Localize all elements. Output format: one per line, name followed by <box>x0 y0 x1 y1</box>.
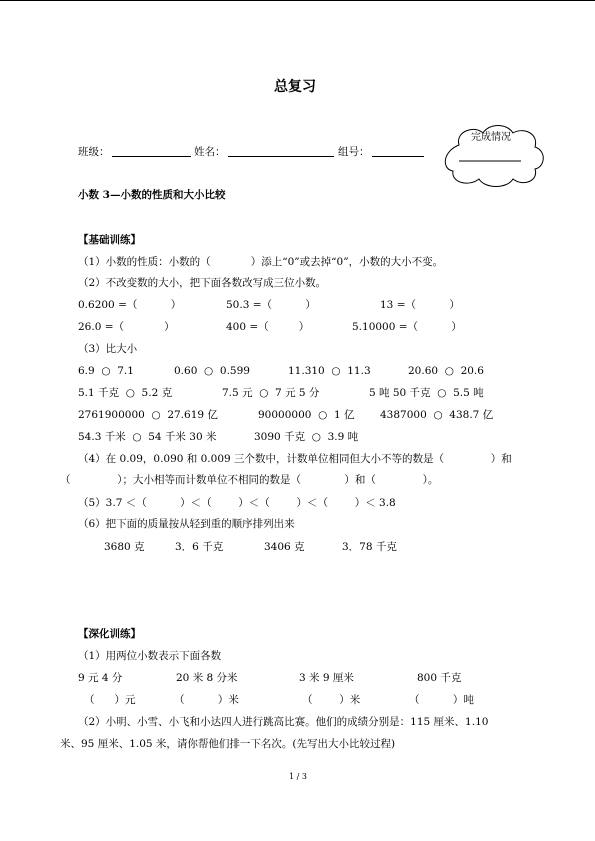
basic-q5: （5）3.7 ＜（ ）＜（ ）＜（ ）＜（ ）＜ 3.8 <box>78 497 396 509</box>
group-field[interactable] <box>372 145 424 161</box>
basic-q1: （1）小数的性质：小数的（ ）添上“0”或去掉“0”，小数的大小不变。 <box>78 256 444 268</box>
class-field[interactable] <box>112 145 191 161</box>
compare-item: 5.1 千克 ○ 5.2 克 <box>78 387 173 399</box>
conversion-item: 9 元 4 分 <box>78 672 123 684</box>
advanced-heading: 【深化训练】 <box>78 628 141 640</box>
basic-q6: （6）把下面的质量按从轻到重的顺序排列出来 <box>78 518 295 530</box>
mass-item: 3．6 千克 <box>175 541 224 553</box>
compare-item: 90000000 ○ 1 亿 <box>258 409 355 421</box>
basic-q3: （3）比大小 <box>78 343 138 355</box>
q2-item: 5.10000 =（ ） <box>352 321 462 333</box>
conversion-answer: （ ）元 <box>84 694 136 706</box>
basic-q4-line2: （ ）；大小相等而计数单位不相同的数是（ ）和（ ）。 <box>60 474 439 486</box>
advanced-q2-line2: 米、95 厘米、1.05 米，请你帮他们排一下名次。(先写出大小比较过程) <box>60 738 396 750</box>
mass-item: 3406 克 <box>264 541 305 553</box>
page-number: 1 / 3 <box>289 772 307 781</box>
page-top-rule <box>0 0 595 1</box>
q2-item: 50.3 =（ ） <box>226 299 316 311</box>
name-field[interactable] <box>228 145 334 161</box>
conversion-answer: （ ）米 <box>302 694 361 706</box>
advanced-q2-line1: （2）小明、小雪、小飞和小达四人进行跳高比赛。他们的成绩分别是：115 厘米、1.10 <box>78 716 489 728</box>
advanced-q1: （1）用两位小数表示下面各数 <box>78 650 222 662</box>
q2-item: 13 =（ ） <box>380 299 460 311</box>
group-label: 组号： <box>338 146 370 158</box>
conversion-answer: （ ）米 <box>174 694 239 706</box>
conversion-item: 800 千克 <box>417 672 462 684</box>
compare-item: 0.60 ○ 0.599 <box>174 365 250 377</box>
completion-badge-label: 完成情况 <box>471 132 511 143</box>
compare-item: 4387000 ○ 438.7 亿 <box>380 409 494 421</box>
class-label: 班级： <box>78 146 110 158</box>
q2-item: 26.0 =（ ） <box>78 321 175 333</box>
compare-item: 11.310 ○ 11.3 <box>288 365 371 377</box>
q2-item: 400 =（ ） <box>226 321 310 333</box>
mass-item: 3．78 千克 <box>342 541 397 553</box>
conversion-item: 20 米 8 分米 <box>176 672 238 684</box>
mass-item: 3680 克 <box>104 541 145 553</box>
compare-item: 54.3 千米 ○ 54 千米 30 米 <box>78 431 217 443</box>
compare-item: 7.5 元 ○ 7 元 5 分 <box>222 387 320 399</box>
compare-item: 2761900000 ○ 27.619 亿 <box>78 409 218 421</box>
section-title: 小数 3—小数的性质和大小比较 <box>78 189 226 201</box>
compare-item: 3090 千克 ○ 3.9 吨 <box>254 431 359 443</box>
name-label: 姓名： <box>194 146 226 158</box>
basic-heading: 【基础训练】 <box>78 234 141 246</box>
compare-item: 20.60 ○ 20.6 <box>408 365 484 377</box>
basic-q4-line1: （4）在 0.09，0.090 和 0.009 三个数中，计数单位相同但大小不等的数是（ ）和 <box>78 453 512 465</box>
compare-item: 5 吨 50 千克 ○ 5.5 吨 <box>369 387 484 399</box>
compare-item: 6.9 ○ 7.1 <box>78 365 134 377</box>
conversion-answer: （ ）吨 <box>409 694 474 706</box>
page-title: 总复习 <box>274 79 316 95</box>
q2-item: 0.6200 =（ ） <box>78 299 182 311</box>
basic-q2: （2）不改变数的大小，把下面各数改写成三位小数。 <box>78 277 327 289</box>
conversion-item: 3 米 9 厘米 <box>299 672 354 684</box>
